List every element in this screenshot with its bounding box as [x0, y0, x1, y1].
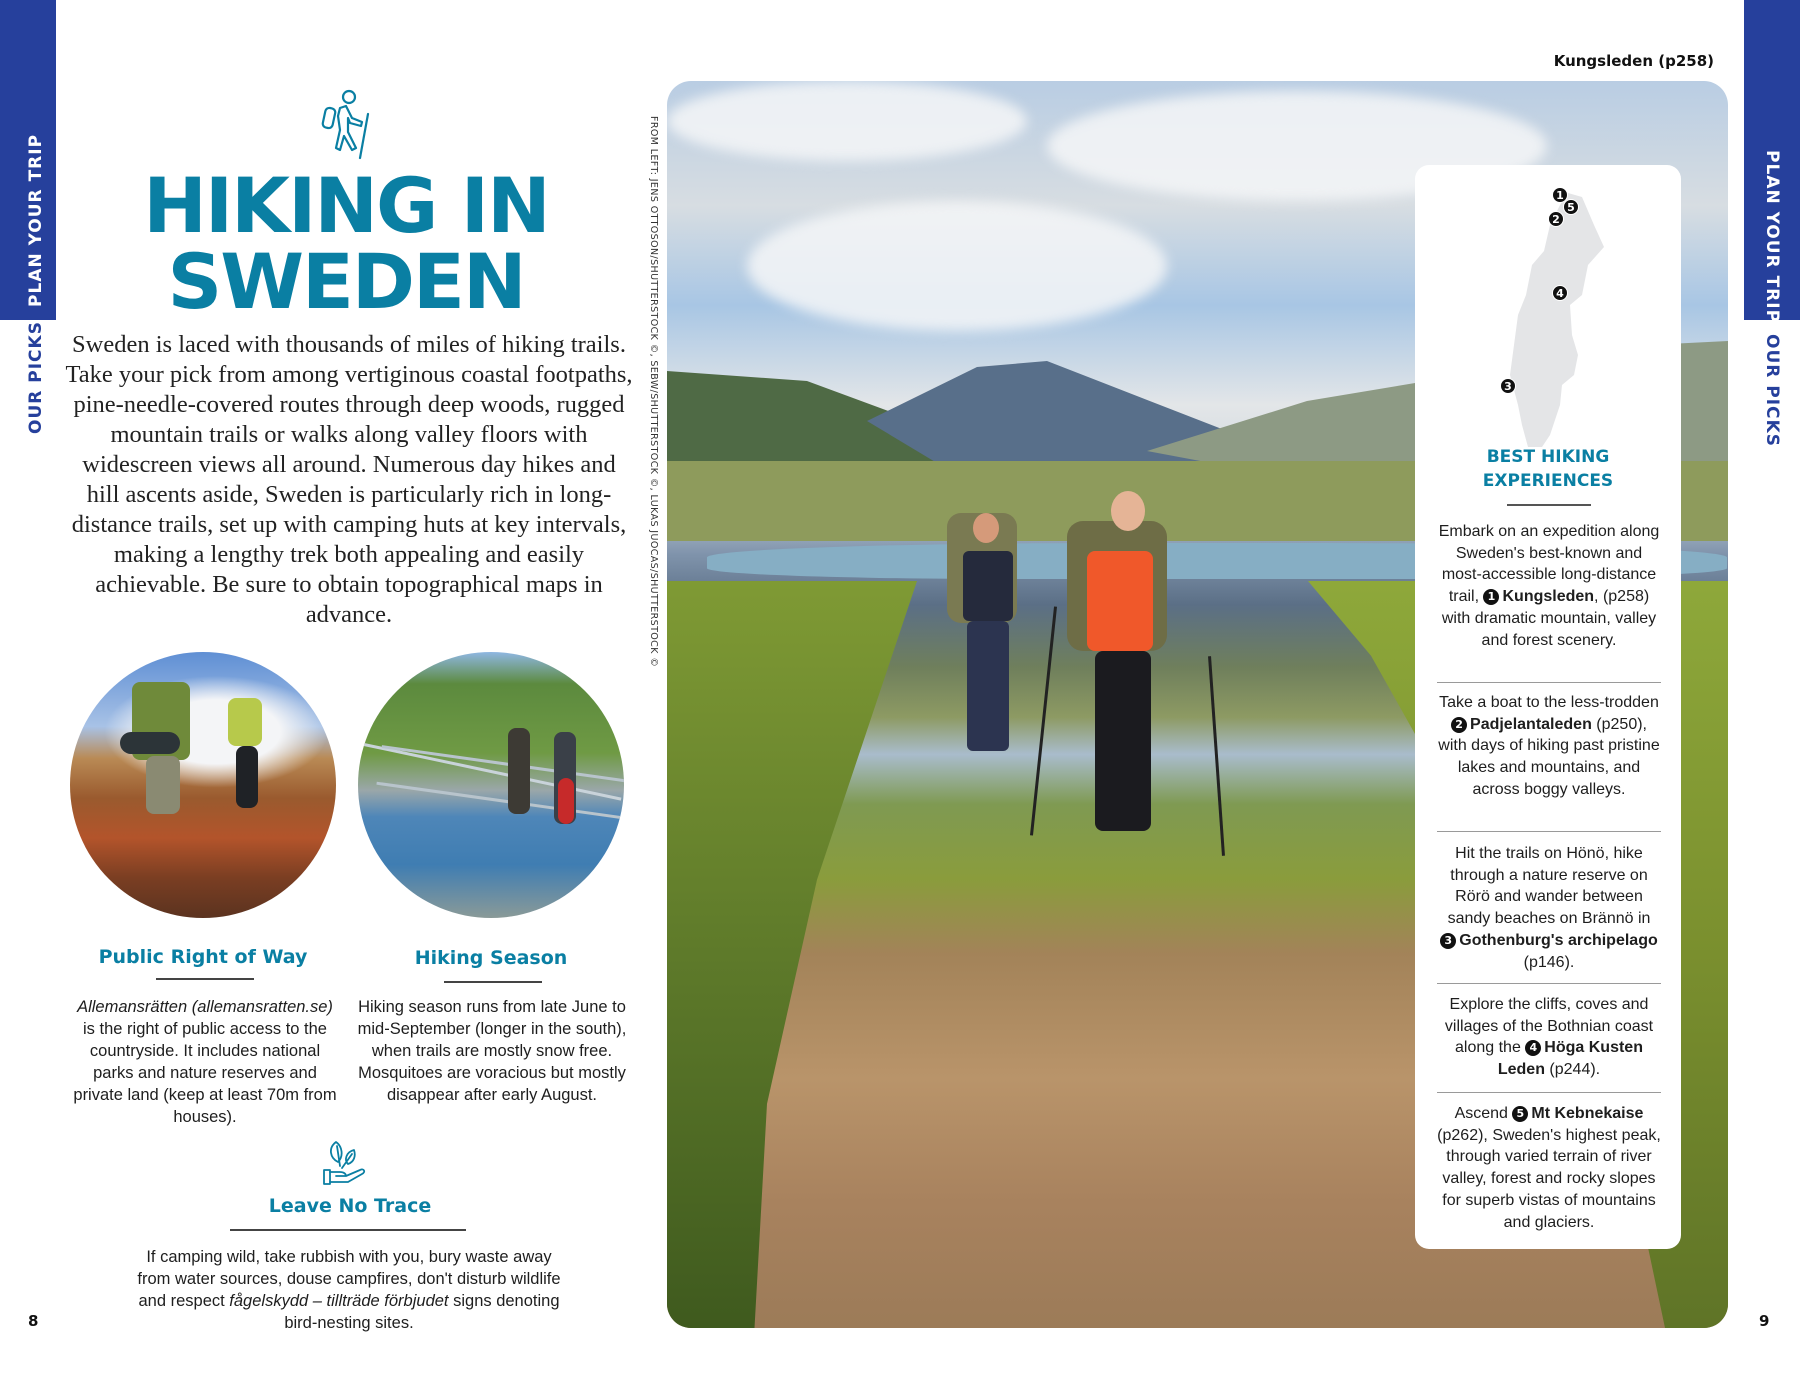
- paragraph-hiking-season: Hiking season runs from late June to mid-September (longer in the south), when trails are mostly snow free. Mosquitoes are voracious but mostly disappear after early August.: [357, 998, 627, 1104]
- heading-leave-no-trace: Leave No Trace: [268, 1195, 432, 1217]
- map-pin-4: 4: [1552, 285, 1568, 301]
- number-badge-5: 5: [1512, 1106, 1528, 1122]
- experience-name: Kungsleden: [1502, 588, 1595, 606]
- title-line-1: HIKING IN: [143, 161, 549, 250]
- experience-text: , (p258) with dramatic mountain, valley and forest scenery.: [1441, 588, 1657, 649]
- section-tab-label-left: PLAN YOUR TRIP: [26, 133, 46, 307]
- separator: [1437, 983, 1661, 984]
- title-line-2: SWEDEN: [167, 237, 525, 326]
- divider: [156, 978, 254, 980]
- subsection-label-left: OUR PICKS: [26, 321, 46, 434]
- map-pin-1: 1: [1552, 187, 1568, 203]
- experience-name: Mt Kebnekaise: [1531, 1105, 1644, 1122]
- heading-hiking-season: Hiking Season: [414, 947, 568, 969]
- experience-kungsleden: [1437, 521, 1661, 651]
- experience-name: Höga Kusten Leden: [1497, 1039, 1643, 1079]
- experience-text: (p262), Sweden's highest peak, through varied terrain of river valley, forest and rocky slopes for superb vistas of mountains and glaciers.: [1437, 1126, 1661, 1231]
- sidebar-title: [1415, 445, 1681, 493]
- page-number-right: 9: [1759, 1312, 1770, 1330]
- experience-mt-kebnekaise: [1437, 1103, 1661, 1233]
- experience-name: Gothenburg's archipelago: [1459, 931, 1658, 949]
- subsection-label-right: OUR PICKS: [1762, 334, 1782, 447]
- page-title: [56, 161, 636, 326]
- separator: [1437, 831, 1661, 832]
- experience-name: Padjelantaleden: [1470, 715, 1592, 733]
- number-badge-2: 2: [1451, 717, 1467, 733]
- experience-gothenburg-archipelago: [1437, 843, 1661, 973]
- experience-text: Ascend: [1454, 1105, 1513, 1122]
- experience-text: Embark on an expedition along Sweden's best-known and most-accessible long-distance trail,: [1438, 523, 1660, 606]
- paragraph-public-right-of-way: [70, 996, 340, 1128]
- divider: [230, 1229, 466, 1231]
- sidebar-title-line-1: BEST HIKING: [1486, 447, 1610, 467]
- number-badge-3: 3: [1440, 933, 1456, 949]
- experience-text: Take a boat to the less-trodden: [1439, 694, 1659, 711]
- photo-backpackers-heathland: [70, 652, 336, 918]
- experience-padjelantaleden: [1437, 692, 1661, 801]
- hiker-icon: [318, 88, 378, 160]
- photo-suspension-bridge: [358, 652, 624, 918]
- number-badge-1: 1: [1483, 589, 1499, 605]
- number-badge-4: 4: [1525, 1040, 1541, 1056]
- hand-leaf-icon: [322, 1136, 374, 1188]
- experience-text: (p146).: [1523, 953, 1575, 971]
- divider: [444, 981, 542, 983]
- map-pin-5: 5: [1563, 199, 1579, 215]
- sidebar-title-line-2: EXPERIENCES: [1482, 471, 1614, 491]
- intro-paragraph: Sweden is laced with thousands of miles of hiking trails. Take your pick from among vertiginous coastal footpaths, pine-needle-covered routes through deep woods, rugged mountain trails or walks along valley floors with widescreen views all around. Numerous day hikes and hill ascents aside, Sweden is particularly rich in long-distance trails, set up with camping huts at key intervals, making a lengthy trek both appealing and easily achievable. Be sure to obtain topographical maps in advance.: [65, 331, 633, 628]
- section-tab-label-right: PLAN YOUR TRIP: [1762, 150, 1782, 324]
- photo-credit: FROM LEFT: JENS OTTOSON/SHUTTERSTOCK ©, SEBW/SHUTTERSTOCK ©, LUKAS JUOCAS/SHUTTERSTOCK ©: [648, 116, 659, 668]
- experience-text: Explore the cliffs, coves and villages of the Bothnian coast along the: [1444, 996, 1654, 1057]
- map-pin-2: 2: [1548, 211, 1564, 227]
- experience-text: Hit the trails on Hönö, hike through a nature reserve on Rörö and wander between sandy beaches on Brännö in: [1447, 845, 1651, 928]
- allemansratten-term: Allemansrätten (allemansratten.se): [77, 998, 333, 1016]
- map-pin-3: 3: [1500, 378, 1516, 394]
- divider: [1507, 504, 1591, 506]
- leave-no-trace-body: If camping wild, take rubbish with you, bury waste away from water sources, douse campfires, don't disturb wildlife and respect: [137, 1248, 561, 1310]
- experience-text: (p244).: [1544, 1061, 1601, 1079]
- page-number-left: 8: [28, 1312, 39, 1330]
- leave-no-trace-body-end: signs denoting bird-nesting sites.: [284, 1292, 560, 1332]
- public-right-body: is the right of public access to the countryside. It includes national parks and nature reserves and private land (keep at least 70m from houses).: [73, 1020, 337, 1126]
- separator: [1437, 682, 1661, 683]
- separator: [1437, 1092, 1661, 1093]
- paragraph-leave-no-trace: [134, 1246, 564, 1334]
- bird-sign-term: fågelskydd – tillträde förbjudet: [229, 1292, 449, 1310]
- photo-caption: Kungsleden (p258): [1553, 52, 1714, 70]
- experience-text: (p250), with days of hiking past pristine lakes and mountains, and across boggy valleys.: [1438, 715, 1660, 798]
- heading-public-right-of-way: Public Right of Way: [98, 946, 308, 968]
- best-hiking-sidebar: [1415, 165, 1681, 1249]
- experience-hoga-kusten-leden: [1437, 994, 1661, 1081]
